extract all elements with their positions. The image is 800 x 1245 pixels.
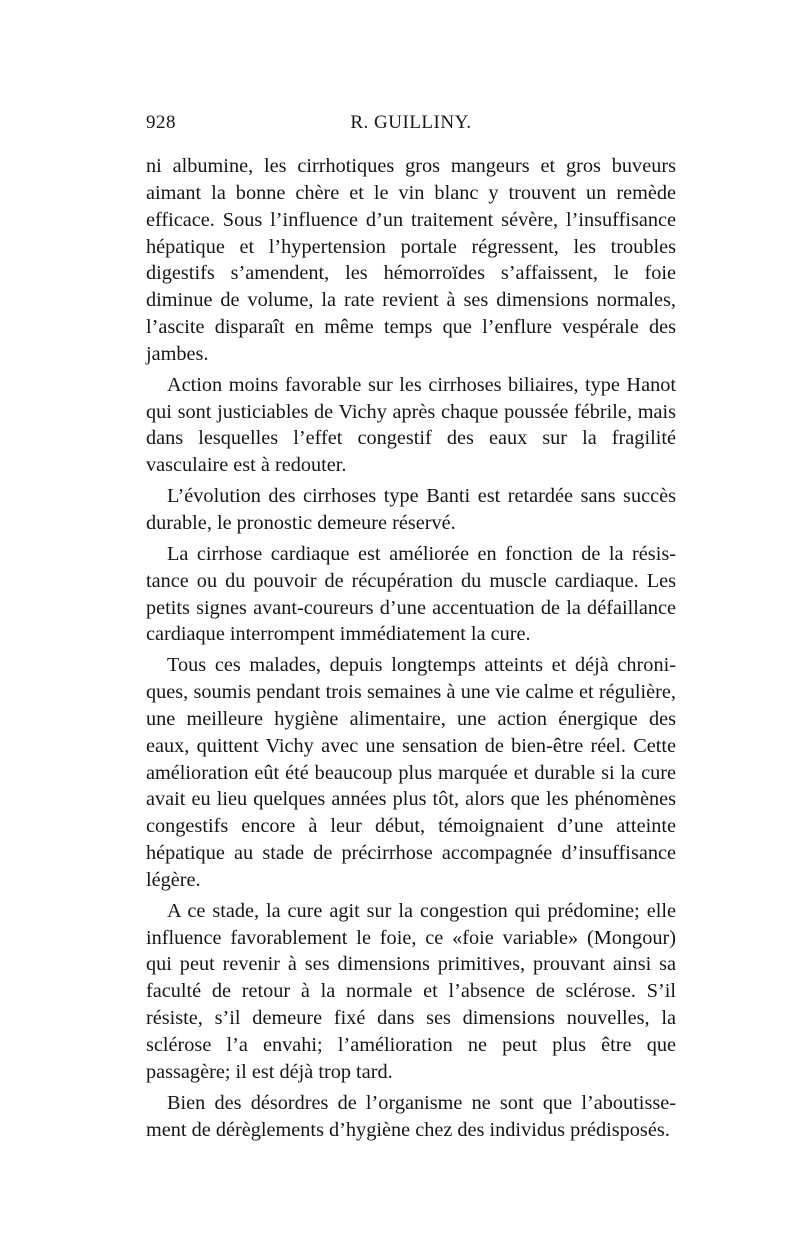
- paragraph-biliary-cirrhosis: Action moins favorable sur les cirrhoses biliaires, type Hanot qui sont justiciables de Vichy après chaque poussée fébrile, mais dans lesquelles l’effet congestif des eaux sur la fragilité vasculaire est à redouter.: [146, 373, 676, 477]
- paragraph-chronic-patients: Tous ces malades, depuis longtemps atteints et déjà chroniques, soumis pendant trois semaines à une vie calme et régulière, une meilleure hygiène alimentaire, une action énergique des eaux, quittent Vichy avec une sensation de bien-être réel. Cette amélioration eût été beaucoup plus marquée et durable si la cure avait eu lieu quelques années plus tôt, alors que les phénomènes congestifs encore à leur début, témoignaient d’une atteinte hépatique au stade de précirrhose accompagnée d’insuffisance légère.: [146, 654, 676, 891]
- paragraph-cardiac-cirrhosis: La cirrhose cardiaque est améliorée en fonction de la résistance ou du pouvoir de récupération du muscle cardiaque. Les petits signes avant-coureurs d’une accentuation de la défaillance cardiaque interrompent immédiatement la cure.: [146, 542, 676, 646]
- paragraph-banti-cirrhosis: L’évolution des cirrhoses type Banti est retardée sans succès durable, le pronostic demeure réservé.: [146, 485, 676, 534]
- paragraph-continuation: ni albumine, les cirrhotiques gros mangeurs et gros buveurs aimant la bonne chère et le vin blanc y trouvent un remède efficace. Sous l’influence d’un traitement sévère, l’insuffisance hépatique et l’hypertension portale régressent, les troubles digestifs s’amendent, les hémorroïdes s’affaissent, le foie diminue de volume, la rate revient à ses dimensions normales, l’ascite disparaît en même temps que l’enflure vespérale des jambes.: [146, 155, 676, 365]
- header-author: R. GUILLINY.: [350, 112, 472, 133]
- page-number: 928: [146, 112, 176, 133]
- paragraph-variable-liver: A ce stade, la cure agit sur la congestion qui prédomine; elle influence favorablement le foie, ce «foie variable» (Mongour) qui peut revenir à ses dimensions primitives, prouvant ainsi sa faculté de retour à la normale et l’absence de sclérose. S’il résiste, s’il demeure fixé dans ses dimensions nouvelles, la sclérose l’a envahi; l’amélioration ne peut plus être que passagère; il est déjà trop tard.: [146, 899, 676, 1083]
- paragraph-hygiene: Bien des désordres de l’organisme ne sont que l’aboutissement de dérèglements d’hygiène chez des individus prédisposés.: [146, 1091, 676, 1141]
- running-head: [146, 112, 676, 142]
- body-text: [146, 153, 676, 1147]
